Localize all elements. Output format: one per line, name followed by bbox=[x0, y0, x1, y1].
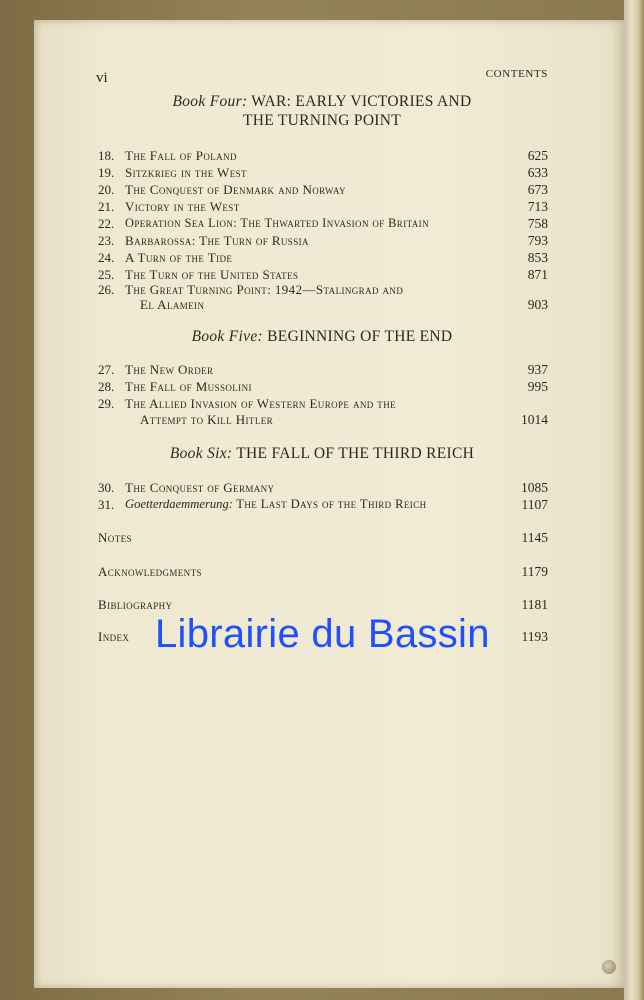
chapter-number: 23. bbox=[98, 233, 115, 248]
chapter-title-italic: Goetterdaemmerung: bbox=[125, 497, 233, 511]
chapter-title: The Turn of the United States bbox=[125, 267, 299, 282]
toc-row bbox=[98, 496, 548, 513]
back-matter-title: Acknowledgments bbox=[98, 564, 202, 579]
chapter-number: 18. bbox=[98, 148, 115, 163]
binding-rivet bbox=[602, 960, 616, 974]
chapter-page: 713 bbox=[527, 199, 548, 214]
back-matter-page: 1181 bbox=[521, 597, 548, 612]
toc-row bbox=[98, 147, 548, 164]
chapter-page: 995 bbox=[527, 379, 548, 394]
back-matter-page: 1145 bbox=[521, 530, 548, 545]
chapter-title: Operation Sea Lion: The Thwarted Invasion of Britain bbox=[125, 216, 429, 230]
chapter-number: 28. bbox=[98, 379, 115, 394]
chapter-title: The New Order bbox=[125, 362, 214, 377]
book-four-label: Book Four: bbox=[172, 93, 248, 110]
chapter-title-continued: Attempt to Kill Hitler bbox=[140, 412, 274, 427]
chapter-title-continued: El Alamein bbox=[140, 297, 205, 312]
toc-row-continued bbox=[98, 411, 548, 428]
chapter-page: 1014 bbox=[521, 412, 548, 427]
back-matter-title: Index bbox=[98, 629, 130, 644]
chapter-page: 1107 bbox=[521, 497, 548, 512]
toc-row bbox=[98, 232, 548, 249]
book-five-title: BEGINNING OF THE END bbox=[267, 328, 453, 345]
book-four-title-line2: THE TURNING POINT bbox=[242, 112, 402, 129]
toc-row bbox=[98, 395, 548, 412]
chapter-number: 31. bbox=[98, 497, 115, 512]
toc-row bbox=[98, 198, 548, 215]
chapter-number: 21. bbox=[98, 199, 115, 214]
back-matter-title: Bibliography bbox=[98, 597, 173, 612]
chapter-title: A Turn of the Tide bbox=[125, 250, 233, 265]
toc-row bbox=[98, 479, 548, 496]
book-six-title: THE FALL OF THE THIRD REICH bbox=[236, 445, 475, 462]
toc-row bbox=[98, 215, 548, 232]
chapter-title: The Great Turning Point: 1942—Stalingrad and bbox=[125, 282, 404, 297]
toc-row-continued bbox=[98, 296, 548, 313]
toc-row bbox=[98, 378, 548, 395]
chapter-number: 29. bbox=[98, 396, 115, 411]
chapter-number: 27. bbox=[98, 362, 115, 377]
back-matter-title: Notes bbox=[98, 530, 132, 545]
back-matter-page: 1193 bbox=[521, 629, 548, 644]
chapter-page: 793 bbox=[527, 233, 548, 248]
chapter-title: The Conquest of Germany bbox=[125, 480, 275, 495]
book-four-title-line1: WAR: EARLY VICTORIES AND bbox=[251, 93, 472, 110]
back-matter-page: 1179 bbox=[521, 564, 548, 579]
chapter-page: 673 bbox=[527, 182, 548, 197]
chapter-number: 20. bbox=[98, 182, 115, 197]
chapter-title: The Conquest of Denmark and Norway bbox=[125, 182, 346, 197]
back-matter-row bbox=[98, 596, 548, 613]
chapter-page: 1085 bbox=[521, 480, 548, 495]
chapter-number: 22. bbox=[98, 216, 115, 231]
chapter-page: 758 bbox=[527, 216, 548, 231]
book-four-heading bbox=[96, 92, 548, 130]
chapter-page: 903 bbox=[527, 297, 548, 312]
toc-row bbox=[98, 181, 548, 198]
chapter-title: Victory in the West bbox=[125, 199, 240, 214]
chapter-title: The Allied Invasion of Western Europe and the bbox=[125, 396, 396, 411]
book-six-label: Book Six: bbox=[169, 445, 233, 462]
chapter-page: 853 bbox=[527, 250, 548, 265]
chapter-title bbox=[125, 496, 427, 513]
toc-row bbox=[98, 164, 548, 181]
book-five-heading bbox=[96, 327, 548, 346]
page-edge bbox=[624, 0, 644, 1000]
back-matter-row bbox=[98, 563, 548, 580]
chapter-number: 25. bbox=[98, 267, 115, 282]
book-five-label: Book Five: bbox=[191, 328, 263, 345]
chapter-number: 19. bbox=[98, 165, 115, 180]
chapter-title-rest: The Last Days of the Third Reich bbox=[236, 497, 427, 511]
chapter-number: 30. bbox=[98, 480, 115, 495]
running-head: CONTENTS bbox=[485, 68, 548, 80]
toc-row bbox=[98, 249, 548, 266]
chapter-title: Barbarossa: The Turn of Russia bbox=[125, 233, 309, 248]
chapter-title: The Fall of Poland bbox=[125, 148, 237, 163]
chapter-number: 24. bbox=[98, 250, 115, 265]
chapter-title: Sitzkrieg in the West bbox=[125, 165, 247, 180]
chapter-number: 26. bbox=[98, 282, 115, 297]
chapter-page: 937 bbox=[527, 362, 548, 377]
toc-row bbox=[98, 361, 548, 378]
chapter-page: 625 bbox=[527, 148, 548, 163]
book-six-heading bbox=[96, 444, 548, 463]
page-number: vi bbox=[96, 70, 108, 86]
back-matter-row bbox=[98, 529, 548, 546]
chapter-page: 871 bbox=[527, 267, 548, 282]
chapter-page: 633 bbox=[527, 165, 548, 180]
chapter-title: The Fall of Mussolini bbox=[125, 379, 252, 394]
watermark: Librairie du Bassin bbox=[155, 612, 490, 656]
